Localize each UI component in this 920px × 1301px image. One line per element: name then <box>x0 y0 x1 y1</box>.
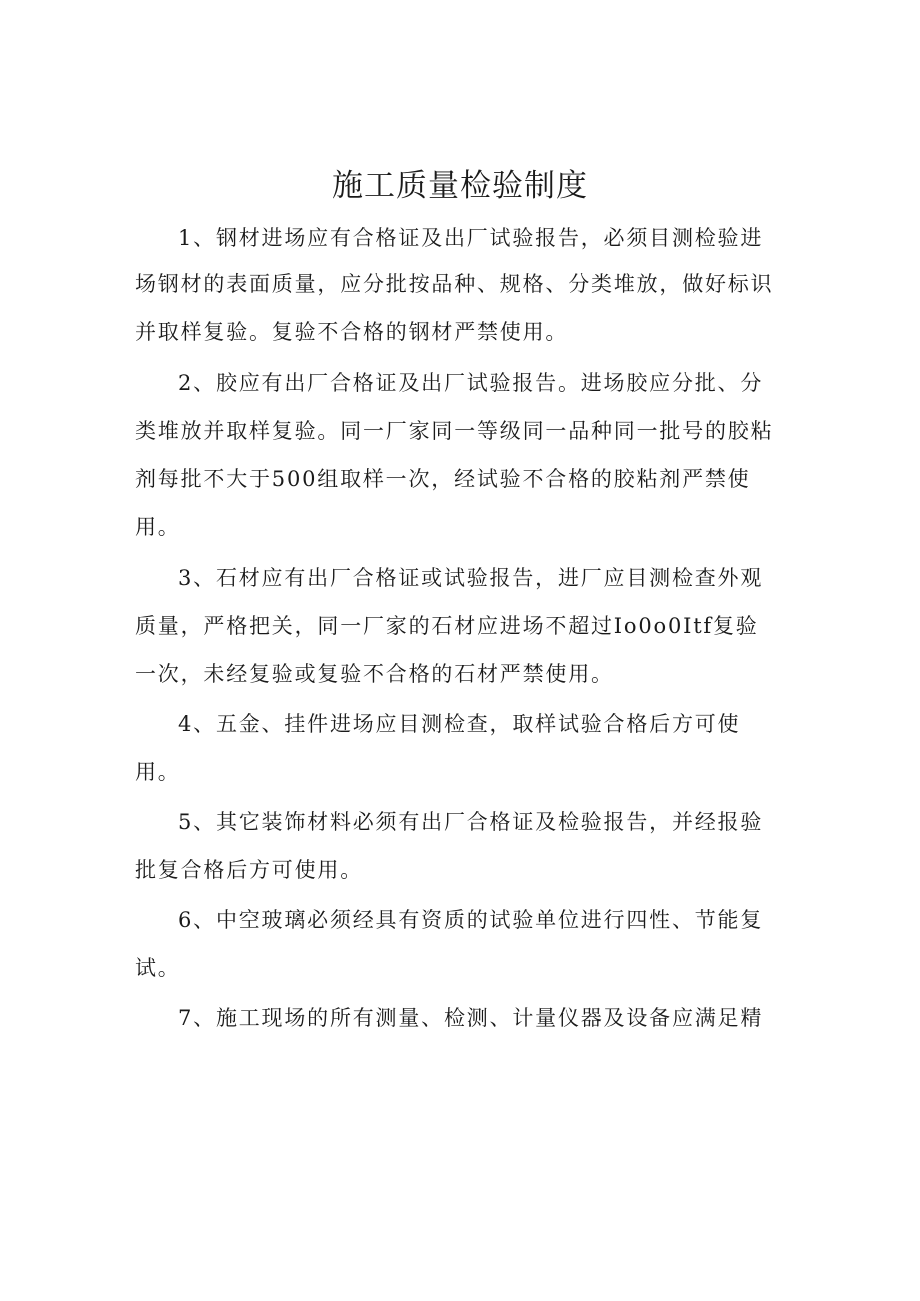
paragraph-1-line-1: 1、钢材进场应有合格证及出厂试验报告，必须目测检验进 <box>178 226 764 250</box>
paragraph-1-line-3: 并取样复验。复验不合格的钢材严禁使用。 <box>135 320 569 344</box>
paragraph-6-line-2: 试。 <box>135 956 181 980</box>
paragraph-1-line-2: 场钢材的表面质量，应分批按品种、规格、分类堆放，做好标识 <box>135 272 774 296</box>
paragraph-2-line-3: 剂每批不大于500组取样一次，经试验不合格的胶粘剂严禁使 <box>135 467 751 491</box>
paragraph-2-line-4: 用。 <box>135 515 181 539</box>
paragraph-2-line-2: 类堆放并取样复验。同一厂家同一等级同一品种同一批号的胶粘 <box>135 419 774 443</box>
paragraph-4-line-1: 4、五金、挂件进场应目测检查，取样试验合格后方可使 <box>178 712 741 736</box>
paragraph-7-line-1: 7、施工现场的所有测量、检测、计量仪器及设备应满足精 <box>178 1006 764 1030</box>
document-title: 施工质量检验制度 <box>332 168 588 204</box>
paragraph-3-line-3: 一次，未经复验或复验不合格的石材严禁使用。 <box>135 662 614 686</box>
paragraph-5-line-2: 批复合格后方可使用。 <box>135 858 363 882</box>
paragraph-4-line-2: 用。 <box>135 760 181 784</box>
paragraph-3-line-1: 3、石材应有出厂合格证或试验报告，进厂应目测检查外观 <box>178 566 764 590</box>
paragraph-5-line-1: 5、其它装饰材料必须有出厂合格证及检验报告，并经报验 <box>178 810 764 834</box>
paragraph-3-line-2: 质量，严格把关，同一厂家的石材应进场不超过Io0o0Itf复验 <box>135 614 759 638</box>
paragraph-6-line-1: 6、中空玻璃必须经具有资质的试验单位进行四性、节能复 <box>178 908 764 932</box>
paragraph-2-line-1: 2、胶应有出厂合格证及出厂试验报告。进场胶应分批、分 <box>178 371 764 395</box>
